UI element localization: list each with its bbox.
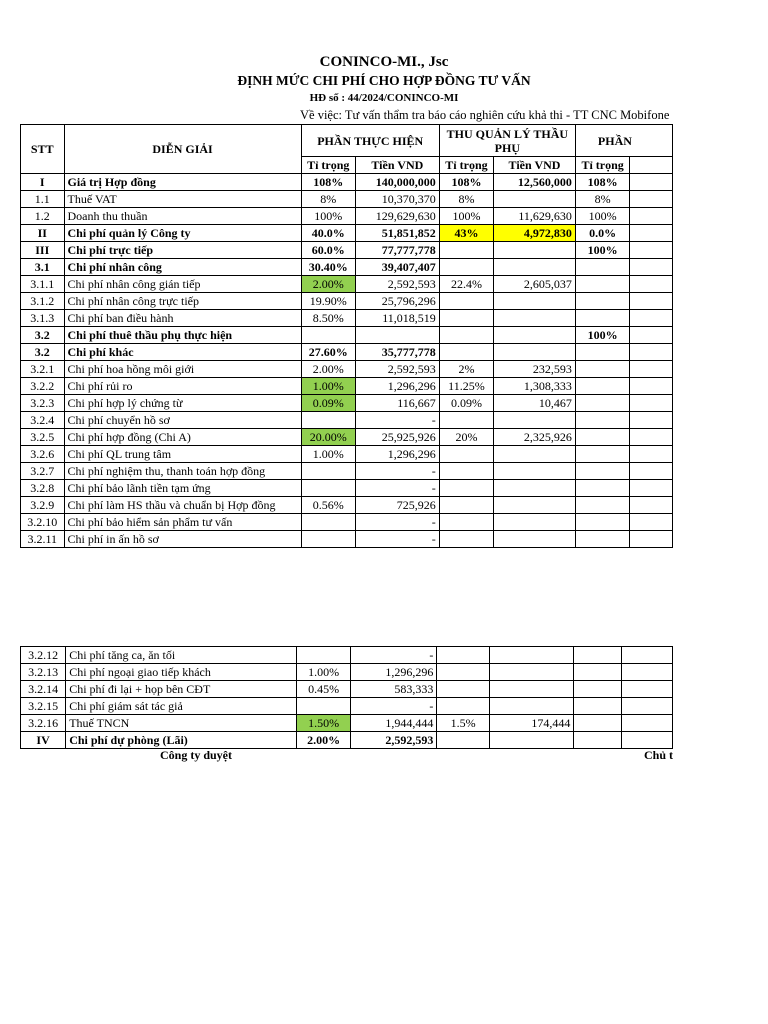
row-amount-subcontract (494, 344, 576, 361)
header-amount: Tiền VND (355, 157, 439, 174)
row-description: Chi phí dự phòng (Lãi) (66, 732, 297, 749)
row-stt: 3.2.2 (21, 378, 65, 395)
row-ratio-partial (575, 259, 629, 276)
empty-cell (630, 208, 673, 225)
row-stt: 3.1.3 (21, 310, 65, 327)
table-row (21, 327, 673, 344)
table-row (21, 463, 673, 480)
row-amount-execution: 2,592,593 (355, 361, 439, 378)
table-row (21, 191, 673, 208)
table-row (21, 531, 673, 548)
company-name: CONINCO-MI., Jsc (319, 54, 449, 70)
row-amount-subcontract: 11,629,630 (494, 208, 576, 225)
row-stt: 3.1 (21, 259, 65, 276)
row-ratio-execution (301, 514, 355, 531)
row-ratio-subcontract (437, 647, 490, 664)
row-description: Chi phí hoa hồng môi giới (64, 361, 301, 378)
row-ratio-subcontract: 22.4% (439, 276, 493, 293)
row-ratio-subcontract (437, 681, 490, 698)
row-description: Chi phí thuê thầu phụ thực hiện (64, 327, 301, 344)
empty-cell (622, 664, 673, 681)
row-ratio-execution (297, 698, 351, 715)
row-ratio-subcontract (437, 732, 490, 749)
table-row (21, 715, 673, 732)
row-amount-execution: - (355, 463, 439, 480)
row-amount-execution: 2,592,593 (351, 732, 437, 749)
row-stt: 3.2.12 (21, 647, 66, 664)
row-ratio-execution: 1.00% (301, 378, 355, 395)
row-description: Chi phí ban điều hành (64, 310, 301, 327)
empty-cell (630, 174, 673, 191)
row-ratio-subcontract: 2% (439, 361, 493, 378)
row-stt: 1.2 (21, 208, 65, 225)
row-amount-subcontract (494, 242, 576, 259)
row-amount-execution: 51,851,852 (355, 225, 439, 242)
row-ratio-subcontract: 100% (439, 208, 493, 225)
empty-cell (630, 531, 673, 548)
row-description: Chi phí đi lại + họp bên CĐT (66, 681, 297, 698)
row-ratio-execution: 20.00% (301, 429, 355, 446)
row-stt: 3.2.15 (21, 698, 66, 715)
row-description: Doanh thu thuần (64, 208, 301, 225)
table-row (21, 174, 673, 191)
table-row (21, 480, 673, 497)
table-row (21, 242, 673, 259)
row-amount-subcontract: 232,593 (494, 361, 576, 378)
row-ratio-partial (575, 514, 629, 531)
table-row (21, 276, 673, 293)
row-ratio-execution (301, 480, 355, 497)
row-stt: 3.1.1 (21, 276, 65, 293)
row-description: Chi phí bảo lãnh tiền tạm ứng (64, 480, 301, 497)
row-stt: IV (21, 732, 66, 749)
row-ratio-subcontract (439, 310, 493, 327)
row-description: Chi phí khác (64, 344, 301, 361)
row-amount-subcontract (494, 463, 576, 480)
table-row (21, 208, 673, 225)
row-ratio-subcontract (439, 514, 493, 531)
row-ratio-subcontract (439, 446, 493, 463)
row-description: Chi phí quản lý Công ty (64, 225, 301, 242)
row-amount-subcontract: 4,972,830 (494, 225, 576, 242)
empty-cell (622, 647, 673, 664)
table-row (21, 732, 673, 749)
row-amount-execution: - (355, 412, 439, 429)
empty-cell (630, 429, 673, 446)
table-row (21, 446, 673, 463)
empty-cell (630, 446, 673, 463)
empty-cell (630, 157, 673, 174)
row-amount-execution: 11,018,519 (355, 310, 439, 327)
cost-table-bottom (20, 646, 673, 749)
header-group-partial: PHẦN (575, 125, 672, 157)
row-amount-execution: 77,777,778 (355, 242, 439, 259)
row-stt: 3.2.16 (21, 715, 66, 732)
row-ratio-partial (575, 429, 629, 446)
row-description: Chi phí bảo hiểm sản phẩm tư vấn (64, 514, 301, 531)
row-ratio-partial (574, 698, 622, 715)
row-amount-subcontract (489, 698, 574, 715)
row-amount-subcontract (494, 310, 576, 327)
subject-line: Về việc: Tư vấn thẩm tra báo cáo nghiên cứu khả thi - TT CNC Mobifone (300, 108, 670, 122)
empty-cell (630, 259, 673, 276)
table-row (21, 698, 673, 715)
row-ratio-partial (575, 293, 629, 310)
header-amount: Tiền VND (494, 157, 576, 174)
row-amount-subcontract: 10,467 (494, 395, 576, 412)
contract-number: HĐ số : 44/2024/CONINCO-MI (309, 92, 459, 104)
row-description: Chi phí ngoại giao tiếp khách (66, 664, 297, 681)
row-ratio-partial (575, 480, 629, 497)
approval-label-head: Chủ t (644, 748, 673, 762)
row-ratio-execution: 8.50% (301, 310, 355, 327)
row-ratio-execution: 8% (301, 191, 355, 208)
row-description: Chi phí nhân công (64, 259, 301, 276)
row-description: Chi phí hợp đồng (Chi A) (64, 429, 301, 446)
row-ratio-subcontract (439, 412, 493, 429)
approval-label-company: Công ty duyệt (160, 748, 233, 762)
table-row (21, 395, 673, 412)
header-ratio: Tỉ trọng (439, 157, 493, 174)
empty-cell (630, 497, 673, 514)
row-ratio-subcontract (439, 293, 493, 310)
row-ratio-partial (574, 732, 622, 749)
row-amount-subcontract (494, 446, 576, 463)
row-ratio-partial (575, 310, 629, 327)
row-amount-execution: 116,667 (355, 395, 439, 412)
row-ratio-partial (574, 681, 622, 698)
table-row (21, 361, 673, 378)
row-ratio-partial: 100% (575, 208, 629, 225)
row-amount-execution: - (355, 514, 439, 531)
row-stt: 3.2.11 (21, 531, 65, 548)
row-stt: 3.2.9 (21, 497, 65, 514)
row-ratio-partial: 0.0% (575, 225, 629, 242)
table-row (21, 647, 673, 664)
empty-cell (622, 715, 673, 732)
row-amount-subcontract: 174,444 (489, 715, 574, 732)
row-stt: 3.2.14 (21, 681, 66, 698)
empty-cell (630, 395, 673, 412)
row-amount-subcontract (489, 681, 574, 698)
row-amount-subcontract: 2,605,037 (494, 276, 576, 293)
row-ratio-partial (574, 664, 622, 681)
row-stt: 1.1 (21, 191, 65, 208)
row-description: Chi phí giám sát tác giả (66, 698, 297, 715)
row-ratio-partial (575, 361, 629, 378)
row-stt: 3.2 (21, 344, 65, 361)
row-amount-execution: - (351, 647, 437, 664)
row-amount-execution (355, 327, 439, 344)
empty-cell (630, 378, 673, 395)
row-ratio-subcontract (439, 344, 493, 361)
row-amount-subcontract (494, 412, 576, 429)
row-amount-execution: 35,777,778 (355, 344, 439, 361)
row-ratio-execution (301, 412, 355, 429)
empty-cell (630, 276, 673, 293)
row-amount-subcontract (489, 647, 574, 664)
row-amount-subcontract (494, 327, 576, 344)
table-row (21, 514, 673, 531)
row-description: Chi phí nghiệm thu, thanh toán hợp đồng (64, 463, 301, 480)
row-amount-subcontract: 12,560,000 (494, 174, 576, 191)
row-amount-execution: - (355, 531, 439, 548)
row-amount-execution: 140,000,000 (355, 174, 439, 191)
row-description: Chi phí chuyển hồ sơ (64, 412, 301, 429)
row-ratio-partial: 100% (575, 327, 629, 344)
row-ratio-execution (301, 531, 355, 548)
row-amount-subcontract (494, 514, 576, 531)
row-ratio-execution: 1.00% (297, 664, 351, 681)
table-row (21, 259, 673, 276)
row-description: Chi phí nhân công gián tiếp (64, 276, 301, 293)
row-ratio-partial (575, 463, 629, 480)
row-description: Thuế VAT (64, 191, 301, 208)
row-ratio-execution: 2.00% (301, 361, 355, 378)
row-amount-execution: 39,407,407 (355, 259, 439, 276)
table-row (21, 293, 673, 310)
row-description: Giá trị Hợp đồng (64, 174, 301, 191)
row-ratio-execution: 2.00% (301, 276, 355, 293)
row-amount-execution: 583,333 (351, 681, 437, 698)
row-stt: 3.2.1 (21, 361, 65, 378)
row-stt: 3.1.2 (21, 293, 65, 310)
empty-cell (630, 344, 673, 361)
table-row (21, 310, 673, 327)
header-group-execution: PHẦN THỰC HIỆN (301, 125, 439, 157)
empty-cell (630, 480, 673, 497)
empty-cell (630, 327, 673, 344)
row-ratio-partial (574, 715, 622, 732)
header-ratio: Tỉ trọng (301, 157, 355, 174)
row-amount-subcontract: 1,308,333 (494, 378, 576, 395)
row-ratio-partial (575, 395, 629, 412)
row-description: Chi phí nhân công trực tiếp (64, 293, 301, 310)
row-ratio-partial: 100% (575, 242, 629, 259)
row-ratio-subcontract (439, 463, 493, 480)
row-description: Chi phí in ấn hồ sơ (64, 531, 301, 548)
table-row (21, 497, 673, 514)
row-ratio-subcontract: 8% (439, 191, 493, 208)
empty-cell (630, 361, 673, 378)
row-description: Chi phí tăng ca, ăn tối (66, 647, 297, 664)
row-ratio-execution: 108% (301, 174, 355, 191)
row-ratio-subcontract: 43% (439, 225, 493, 242)
row-ratio-subcontract: 20% (439, 429, 493, 446)
row-ratio-execution: 2.00% (297, 732, 351, 749)
row-ratio-execution: 1.50% (297, 715, 351, 732)
table-row (21, 412, 673, 429)
row-amount-execution: 129,629,630 (355, 208, 439, 225)
row-stt: 3.2.7 (21, 463, 65, 480)
row-amount-subcontract: 2,325,926 (494, 429, 576, 446)
row-amount-subcontract (494, 191, 576, 208)
row-ratio-partial (575, 276, 629, 293)
row-ratio-subcontract: 108% (439, 174, 493, 191)
row-amount-execution: 1,944,444 (351, 715, 437, 732)
row-ratio-subcontract (439, 327, 493, 344)
row-ratio-execution: 30.40% (301, 259, 355, 276)
row-amount-execution: - (351, 698, 437, 715)
row-ratio-subcontract: 0.09% (439, 395, 493, 412)
row-amount-execution: 1,296,296 (355, 378, 439, 395)
row-stt: III (21, 242, 65, 259)
table-row (21, 344, 673, 361)
row-ratio-execution: 0.45% (297, 681, 351, 698)
row-ratio-subcontract (439, 259, 493, 276)
document-title: ĐỊNH MỨC CHI PHÍ CHO HỢP ĐỒNG TƯ VẤN (237, 73, 531, 88)
row-ratio-subcontract: 11.25% (439, 378, 493, 395)
row-ratio-partial (575, 344, 629, 361)
empty-cell (630, 225, 673, 242)
row-ratio-subcontract (437, 698, 490, 715)
empty-cell (630, 310, 673, 327)
row-ratio-execution (301, 327, 355, 344)
header-group-subcontract: THU QUẢN LÝ THẦU PHỤ (439, 125, 575, 157)
header-stt: STT (21, 125, 65, 174)
cost-table-top (20, 124, 673, 548)
row-amount-subcontract (489, 732, 574, 749)
empty-cell (622, 681, 673, 698)
row-stt: II (21, 225, 65, 242)
row-amount-subcontract (494, 497, 576, 514)
row-amount-subcontract (489, 664, 574, 681)
header-description: DIỄN GIẢI (64, 125, 301, 174)
row-ratio-partial: 108% (575, 174, 629, 191)
empty-cell (630, 412, 673, 429)
row-description: Thuế TNCN (66, 715, 297, 732)
row-ratio-subcontract (439, 531, 493, 548)
table-row (21, 664, 673, 681)
table-row (21, 378, 673, 395)
row-ratio-partial (575, 497, 629, 514)
empty-cell (630, 293, 673, 310)
empty-cell (630, 514, 673, 531)
row-amount-subcontract (494, 259, 576, 276)
table-row (21, 429, 673, 446)
empty-cell (622, 732, 673, 749)
row-ratio-partial (575, 446, 629, 463)
row-ratio-execution: 60.0% (301, 242, 355, 259)
row-ratio-execution: 19.90% (301, 293, 355, 310)
row-stt: 3.2.3 (21, 395, 65, 412)
row-ratio-execution (301, 463, 355, 480)
row-stt: 3.2.8 (21, 480, 65, 497)
row-stt: 3.2.4 (21, 412, 65, 429)
row-ratio-partial (575, 531, 629, 548)
empty-cell (630, 463, 673, 480)
row-ratio-subcontract (439, 242, 493, 259)
row-ratio-execution: 100% (301, 208, 355, 225)
row-ratio-subcontract (439, 497, 493, 514)
row-description: Chi phí trực tiếp (64, 242, 301, 259)
empty-cell (622, 698, 673, 715)
row-amount-subcontract (494, 480, 576, 497)
row-amount-execution: 725,926 (355, 497, 439, 514)
row-description: Chi phí hợp lý chứng từ (64, 395, 301, 412)
row-amount-execution: - (355, 480, 439, 497)
row-amount-execution: 2,592,593 (355, 276, 439, 293)
row-amount-execution: 1,296,296 (355, 446, 439, 463)
row-stt: I (21, 174, 65, 191)
row-description: Chi phí rủi ro (64, 378, 301, 395)
row-amount-execution: 10,370,370 (355, 191, 439, 208)
row-ratio-partial: 8% (575, 191, 629, 208)
row-ratio-execution: 0.56% (301, 497, 355, 514)
row-ratio-partial (575, 378, 629, 395)
table-row (21, 681, 673, 698)
row-stt: 3.2.6 (21, 446, 65, 463)
empty-cell (630, 242, 673, 259)
row-ratio-execution: 0.09% (301, 395, 355, 412)
row-stt: 3.2 (21, 327, 65, 344)
row-amount-execution: 25,796,296 (355, 293, 439, 310)
row-ratio-partial (574, 647, 622, 664)
row-description: Chi phí QL trung tâm (64, 446, 301, 463)
row-amount-execution: 25,925,926 (355, 429, 439, 446)
row-ratio-execution (297, 647, 351, 664)
row-stt: 3.2.13 (21, 664, 66, 681)
row-ratio-subcontract (439, 480, 493, 497)
row-ratio-execution: 1.00% (301, 446, 355, 463)
empty-cell (630, 191, 673, 208)
row-amount-subcontract (494, 293, 576, 310)
row-stt: 3.2.10 (21, 514, 65, 531)
row-amount-subcontract (494, 531, 576, 548)
row-stt: 3.2.5 (21, 429, 65, 446)
row-amount-execution: 1,296,296 (351, 664, 437, 681)
row-ratio-partial (575, 412, 629, 429)
row-description: Chi phí làm HS thầu và chuẩn bị Hợp đồng (64, 497, 301, 514)
row-ratio-execution: 27.60% (301, 344, 355, 361)
row-ratio-subcontract: 1.5% (437, 715, 490, 732)
row-ratio-subcontract (437, 664, 490, 681)
table-row (21, 225, 673, 242)
row-ratio-execution: 40.0% (301, 225, 355, 242)
header-ratio: Tỉ trọng (575, 157, 629, 174)
